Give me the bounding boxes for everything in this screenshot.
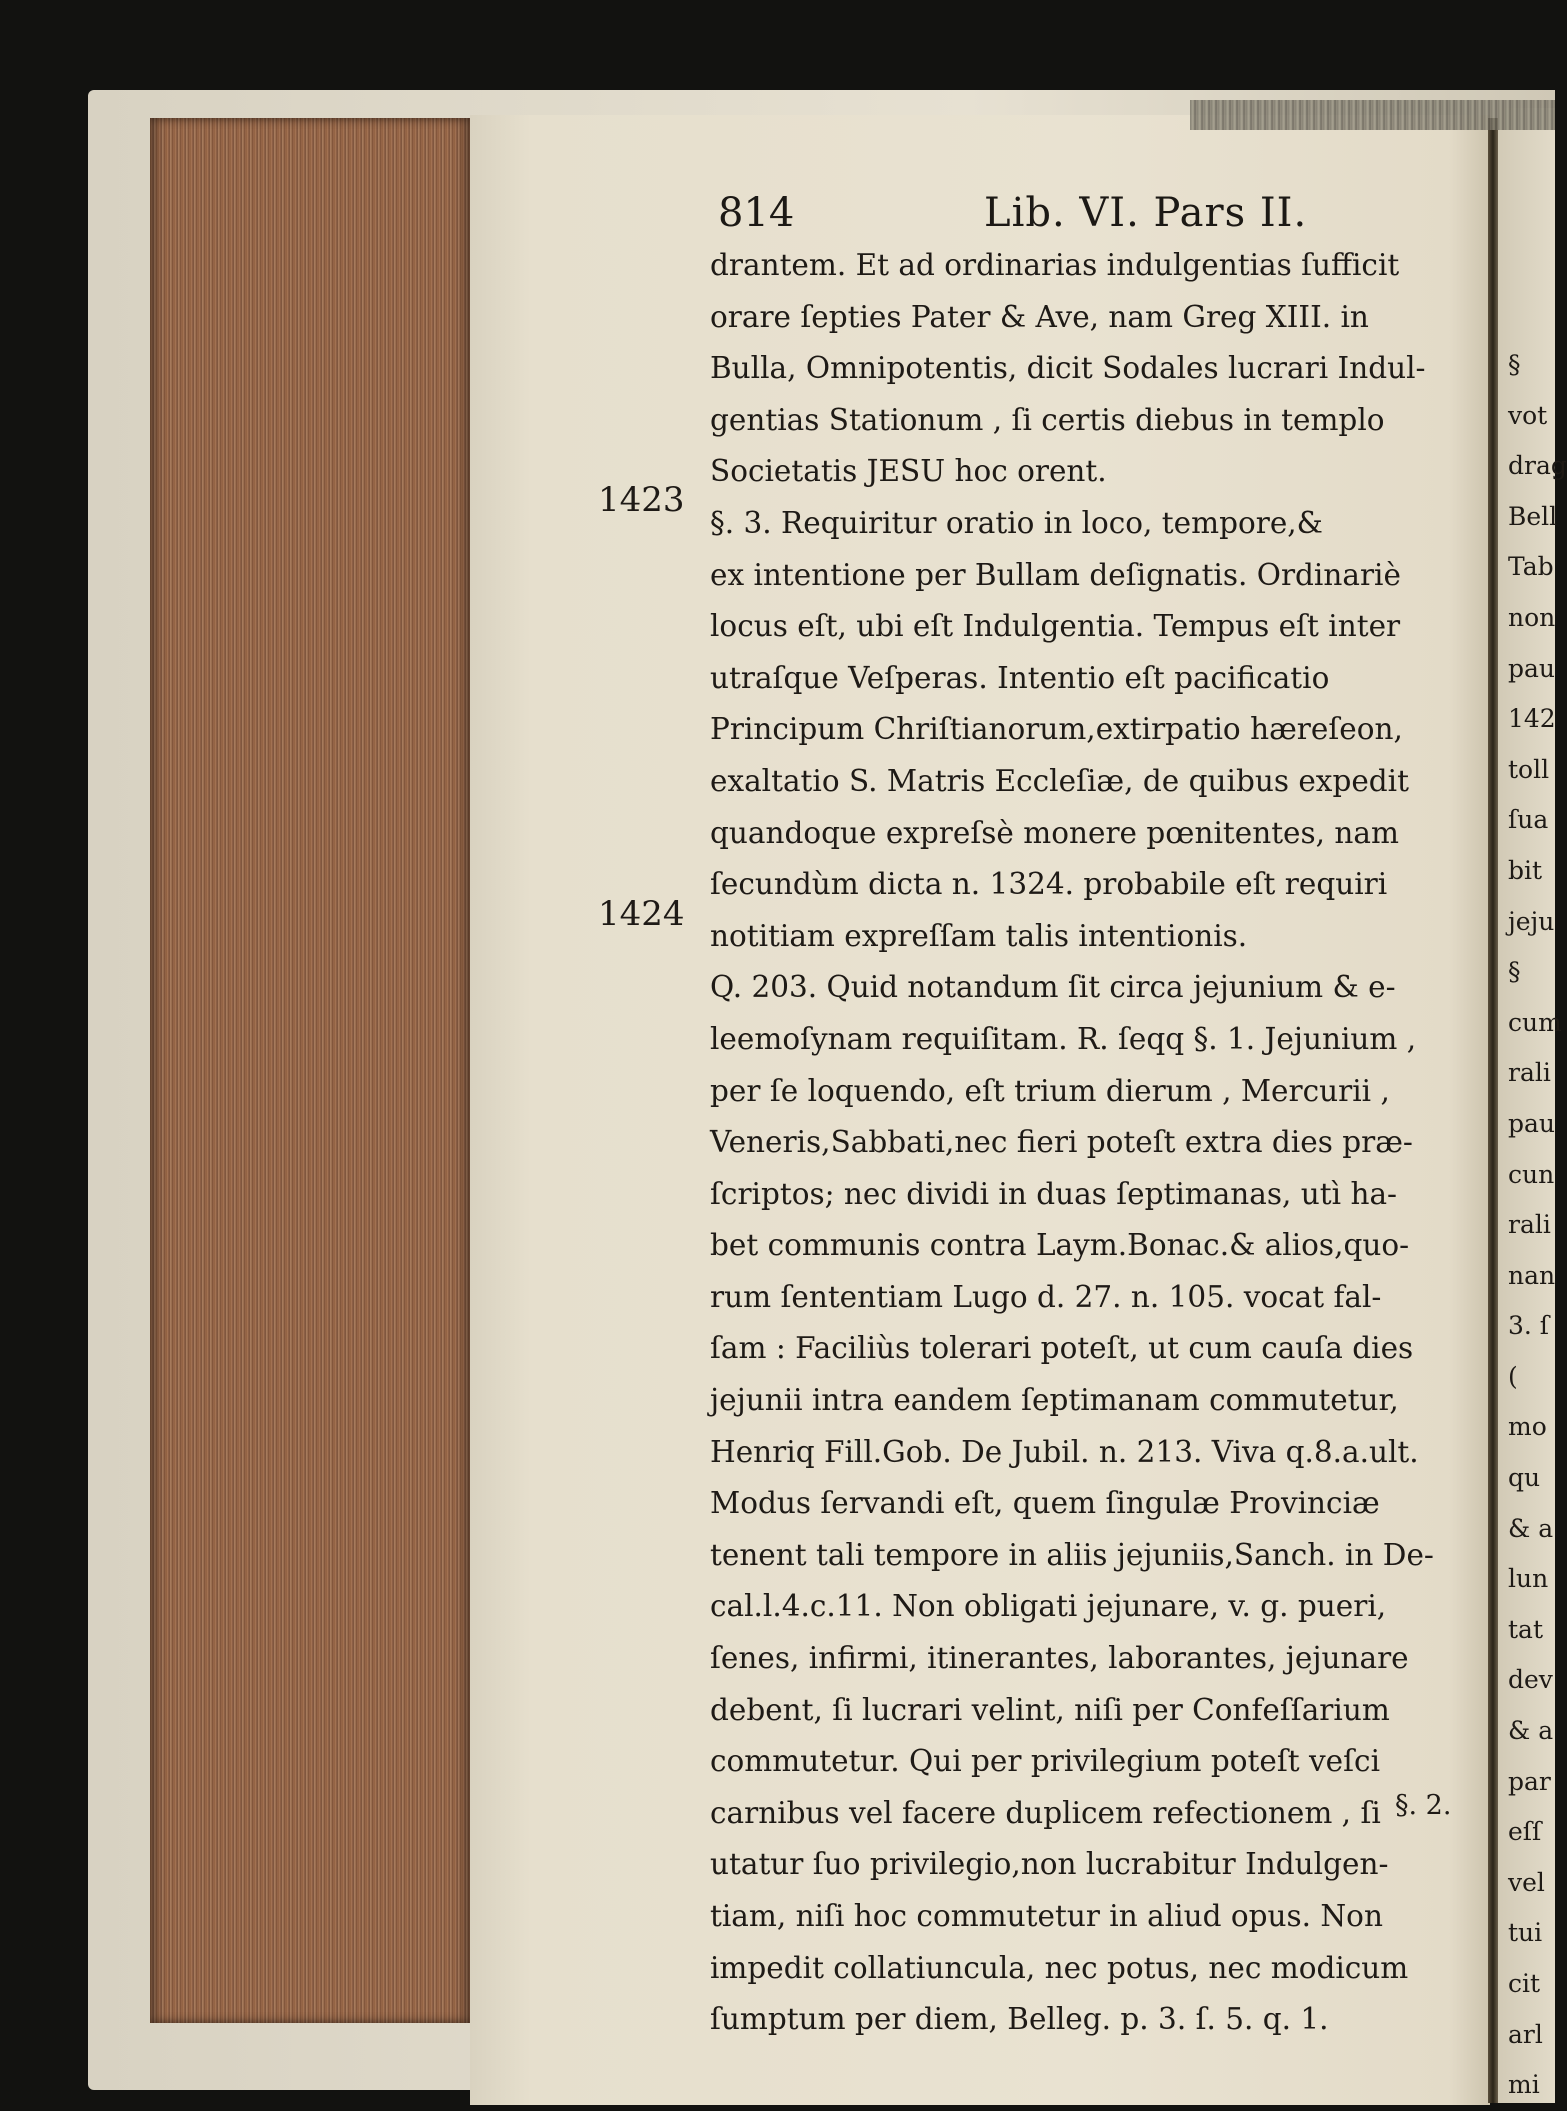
text-line: utatur ſuo privilegio,non lucrabitur Indulgen- — [710, 1847, 1389, 1882]
text-line: tenent tali tempore in aliis jejuniis,Sanch. in De- — [710, 1537, 1434, 1572]
text-line: carnibus vel facere duplicem refectionem , ſi — [710, 1795, 1381, 1830]
fragment-line: mi — [1508, 2070, 1540, 2100]
fragment-line: pau — [1508, 653, 1556, 683]
running-header — [718, 190, 1458, 240]
text-line: per ſe loquendo, eſt trium dierum , Mercurii , — [710, 1073, 1390, 1108]
text-line: ſcriptos; nec dividi in duas ſeptimanas, utì ha- — [710, 1176, 1398, 1211]
text-line: utraſque Veſperas. Intentio eſt pacificatio — [710, 660, 1330, 695]
page-body — [710, 240, 1460, 2046]
fragment-line: & a — [1508, 1513, 1554, 1543]
fragment-line: qu — [1508, 1463, 1541, 1493]
fragment-line: 142 — [1508, 704, 1556, 734]
text-line: debent, ſi lucrari velint, niſi per Confeſſarium — [710, 1692, 1390, 1727]
fragment-line: rali — [1508, 1210, 1551, 1240]
top-page-edges — [1190, 100, 1555, 130]
text-line: orare ſepties Pater & Ave, nam Greg XIII. in — [710, 299, 1369, 334]
text-line: Q. 203. Quid notandum ſit circa jejunium & e- — [710, 970, 1396, 1005]
fragment-line: 3. ſ — [1508, 1311, 1550, 1341]
book-gutter — [1488, 118, 1498, 2103]
fragment-line: & a — [1508, 1716, 1554, 1746]
text-line: notitiam expreſſam talis intentionis. — [710, 918, 1248, 953]
fragment-line: arl — [1508, 2019, 1543, 2049]
text-line: impedit collatiuncula, nec potus, nec modicum — [710, 1950, 1409, 1985]
fragment-line: bit — [1508, 855, 1543, 885]
fragment-line: vel — [1508, 1867, 1545, 1897]
fragment-line: Tab — [1508, 552, 1554, 582]
text-line: commutetur. Qui per privilegium poteſt veſci — [710, 1744, 1381, 1779]
text-line: jejunii intra eandem ſeptimanam commutetur, — [710, 1383, 1399, 1418]
fragment-line: eſſ — [1508, 1817, 1542, 1847]
fragment-line: lun — [1508, 1564, 1549, 1594]
text-line: exaltatio S. Matris Eccleſiæ, de quibus expedit — [710, 763, 1409, 798]
fragment-line: § — [1508, 350, 1521, 379]
fragment-line: pau — [1508, 1108, 1556, 1138]
text-line: drantem. Et ad ordinarias indulgentias ſufficit — [710, 248, 1400, 282]
fragment-line: par — [1508, 1766, 1551, 1796]
text-line: ſenes, infirmi, itinerantes, laborantes, jejunare — [710, 1641, 1409, 1676]
section-marker: §. 2. — [1395, 1790, 1452, 1821]
text-line: ex intentione per Bullam deſignatis. Ordinariè — [710, 557, 1401, 592]
text-line: leemoſynam requiſitam. R. ſeqq §. 1. Jejunium , — [710, 1021, 1417, 1056]
text-line: Henriq Fill.Gob. De Jubil. n. 213. Viva q.8.a.ult. — [710, 1434, 1419, 1469]
fragment-line: nan — [1508, 1260, 1556, 1290]
fragment-line: mo — [1508, 1412, 1547, 1442]
fragment-line: rali — [1508, 1058, 1551, 1088]
page-edges — [150, 118, 470, 2023]
text-line: ſecundùm dicta n. 1324. probabile eſt requiri — [710, 867, 1388, 902]
text-line: §. 3. Requiritur oratio in loco, tempore,& — [710, 505, 1323, 540]
text-line: cal.l.4.c.11. Non obligati jejunare, v. g. pueri, — [710, 1589, 1387, 1624]
text-line: Bulla, Omnipotentis, dicit Sodales lucrari Indul- — [710, 351, 1426, 386]
fragment-line: jeju — [1508, 906, 1555, 936]
fragment-line: drag — [1508, 451, 1567, 481]
text-line: bet communis contra Laym.Bonac.& alios,quo- — [710, 1228, 1410, 1263]
running-title: Lib. VI. Pars II. — [984, 190, 1308, 236]
fragment-line: cum — [1508, 1007, 1562, 1037]
margin-number-1423: 1423 — [598, 480, 685, 520]
fragment-line: cit — [1508, 1969, 1541, 1998]
fragment-line: ſua — [1508, 805, 1549, 835]
fragment-line: cun — [1508, 1159, 1555, 1189]
fragment-line: tat — [1508, 1614, 1543, 1644]
fragment-line: ( — [1508, 1361, 1518, 1391]
margin-number-1424: 1424 — [598, 894, 685, 934]
fragment-line: toll — [1508, 754, 1550, 784]
fragment-line: § — [1508, 957, 1521, 987]
fragment-line: non — [1508, 602, 1556, 632]
text-line: Societatis JESU hoc orent. — [710, 454, 1107, 489]
fragment-line: Bell — [1508, 501, 1558, 531]
text-line: ſumptum per diem, Belleg. p. 3. ſ. 5. q. 1. — [710, 2002, 1329, 2037]
text-line: rum ſententiam Lugo d. 27. n. 105. vocat fal- — [710, 1279, 1382, 1314]
text-line: gentias Stationum , ſi certis diebus in templo — [710, 402, 1385, 437]
right-page-fragment — [1498, 108, 1567, 2103]
fragment-line: vot — [1508, 400, 1548, 430]
text-line: Principum Chriſtianorum,extirpatio hæreſeon, — [710, 712, 1403, 747]
text-line: Veneris,Sabbati,nec fieri poteſt extra dies præ- — [710, 1125, 1413, 1160]
fragment-line: dev — [1508, 1665, 1553, 1695]
text-line: locus eſt, ubi eſt Indulgentia. Tempus eſt inter — [710, 609, 1401, 644]
text-line: tiam, niſi hoc commutetur in aliud opus. Non — [710, 1899, 1383, 1933]
text-line: Modus ſervandi eſt, quem ſingulæ Provinciæ — [710, 1486, 1380, 1521]
next-page-text — [1508, 340, 1567, 2111]
text-line: quandoque expreſsè monere pœnitentes, nam — [710, 815, 1399, 850]
page-number: 814 — [718, 190, 795, 236]
text-line: ſam : Faciliùs tolerari poteſt, ut cum cauſa dies — [710, 1331, 1414, 1366]
fragment-line: tui — [1508, 1918, 1543, 1948]
